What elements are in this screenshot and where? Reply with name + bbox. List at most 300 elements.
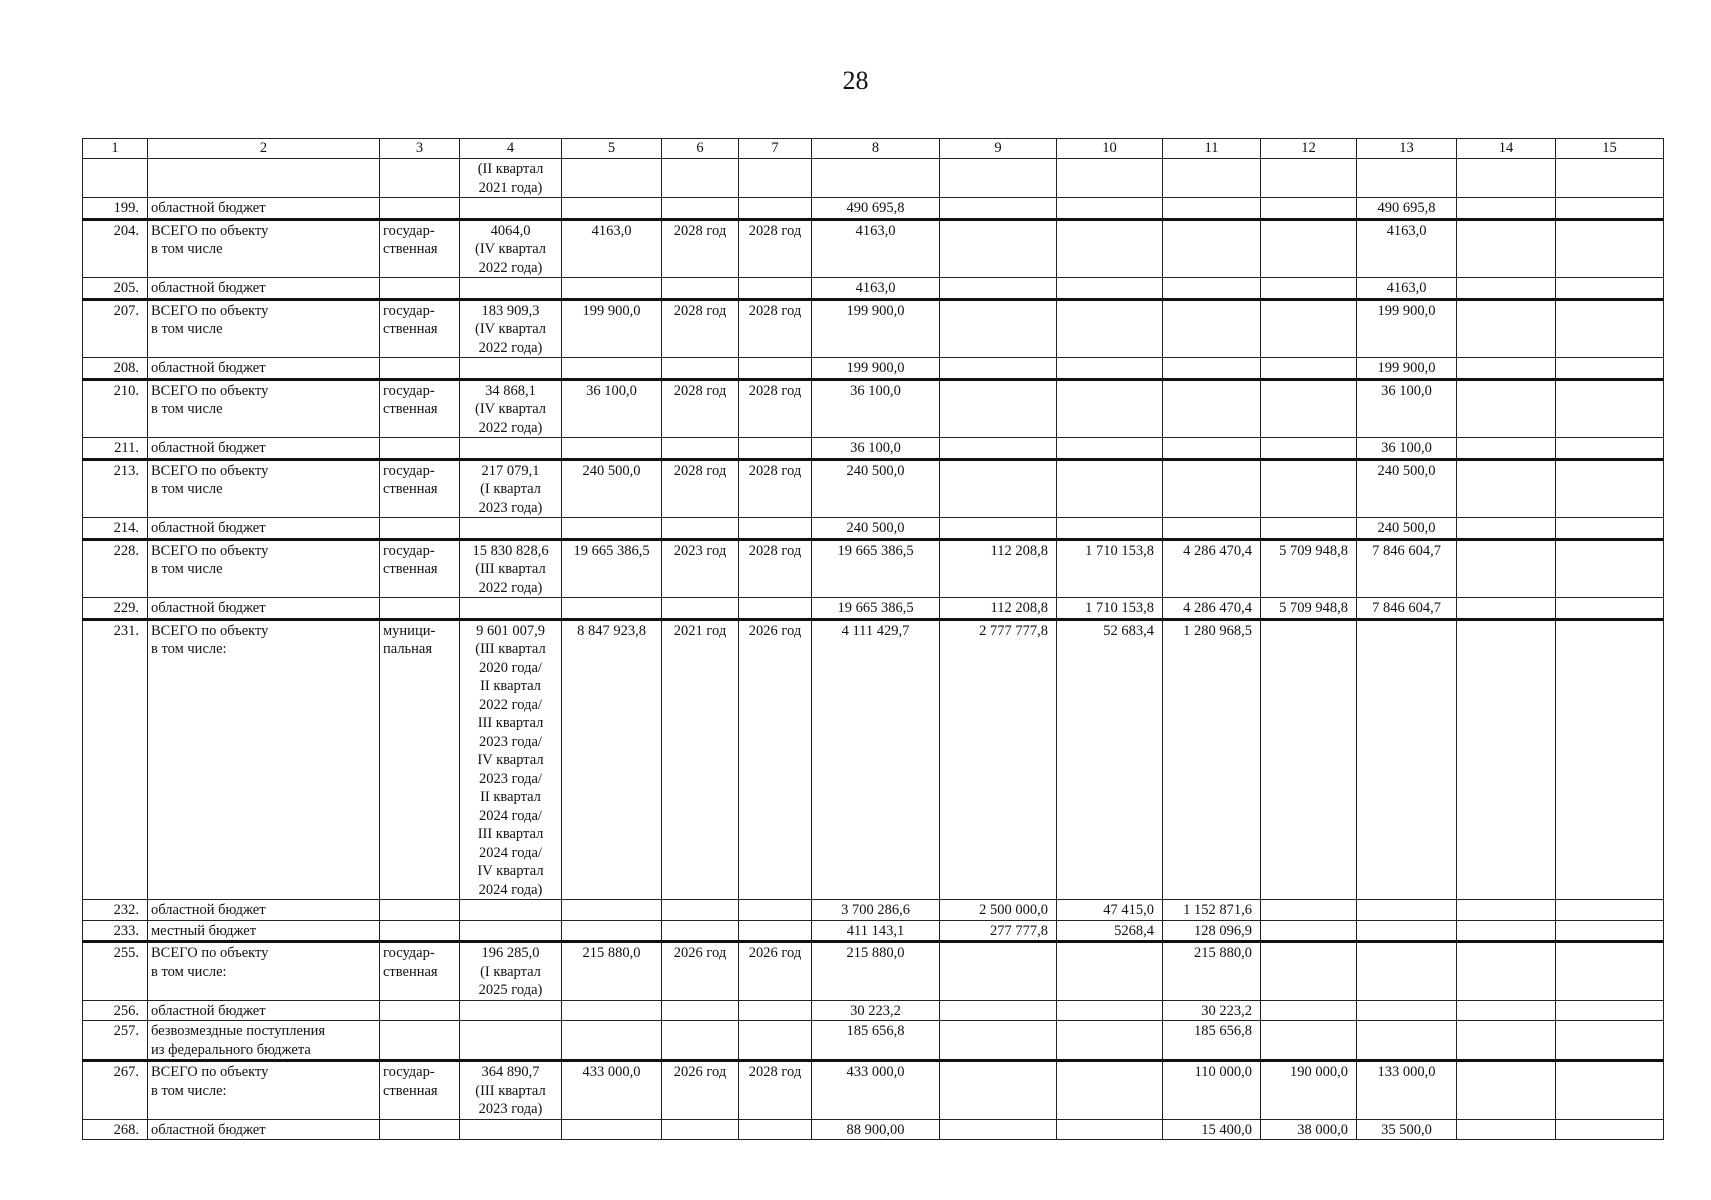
table-cell <box>662 278 739 300</box>
table-cell: ВСЕГО по объекту в том числе: <box>148 619 380 900</box>
table-cell: 433 000,0 <box>562 1061 662 1120</box>
table-cell <box>662 1000 739 1021</box>
table-cell <box>1457 1061 1556 1120</box>
table-cell <box>1163 198 1261 220</box>
table-cell <box>940 1000 1057 1021</box>
table-cell <box>1357 159 1457 198</box>
table-cell <box>1261 619 1357 900</box>
table-cell <box>1163 299 1261 358</box>
table-cell: ВСЕГО по объекту в том числе <box>148 379 380 438</box>
table-cell <box>380 278 460 300</box>
table-cell: областной бюджет <box>148 900 380 921</box>
table-cell <box>1556 159 1664 198</box>
header-cell: 15 <box>1556 139 1664 159</box>
table-cell <box>380 198 460 220</box>
table-cell <box>739 278 812 300</box>
table-cell: 38 000,0 <box>1261 1119 1357 1140</box>
table-row <box>83 900 1664 921</box>
table-cell <box>460 198 562 220</box>
table-cell <box>460 598 562 620</box>
header-cell: 2 <box>148 139 380 159</box>
table-cell <box>940 219 1057 278</box>
table-cell: 35 500,0 <box>1357 1119 1457 1140</box>
table-cell <box>1457 1000 1556 1021</box>
table-cell <box>1457 198 1556 220</box>
table-cell: 5 709 948,8 <box>1261 539 1357 598</box>
table-cell: областной бюджет <box>148 438 380 460</box>
table-cell <box>1457 1021 1556 1061</box>
table-cell: 4163,0 <box>562 219 662 278</box>
table-cell: 4163,0 <box>812 219 940 278</box>
table-cell: 30 223,2 <box>812 1000 940 1021</box>
table-cell <box>1261 459 1357 518</box>
table-cell: 240 500,0 <box>1357 459 1457 518</box>
header-cell: 3 <box>380 139 460 159</box>
table-cell <box>1057 1021 1163 1061</box>
table-cell <box>1457 598 1556 620</box>
row-number-cell: 204. <box>83 219 148 278</box>
table-cell <box>562 198 662 220</box>
table-cell: государ- ственная <box>380 459 460 518</box>
table-cell <box>1261 198 1357 220</box>
table-row <box>83 1000 1664 1021</box>
table-cell <box>1357 1000 1457 1021</box>
table-cell <box>1556 920 1664 942</box>
table-cell: 34 868,1 (IV квартал 2022 года) <box>460 379 562 438</box>
table-cell <box>148 159 380 198</box>
table-cell: областной бюджет <box>148 598 380 620</box>
table-cell <box>739 1119 812 1140</box>
row-number-cell: 214. <box>83 518 148 540</box>
table-cell <box>940 358 1057 380</box>
table-cell <box>1457 358 1556 380</box>
table-cell <box>1261 1021 1357 1061</box>
table-cell: 2028 год <box>662 459 739 518</box>
header-cell: 10 <box>1057 139 1163 159</box>
row-number-cell: 229. <box>83 598 148 620</box>
table-cell: 277 777,8 <box>940 920 1057 942</box>
header-cell: 14 <box>1457 139 1556 159</box>
table-cell <box>1163 358 1261 380</box>
table-cell: областной бюджет <box>148 278 380 300</box>
header-cell: 9 <box>940 139 1057 159</box>
table-cell: 7 846 604,7 <box>1357 598 1457 620</box>
header-cell: 5 <box>562 139 662 159</box>
table-cell <box>1457 539 1556 598</box>
table-cell <box>1163 518 1261 540</box>
table-cell <box>1163 159 1261 198</box>
table-cell <box>1261 299 1357 358</box>
table-cell <box>1057 942 1163 1001</box>
table-cell: 3 700 286,6 <box>812 900 940 921</box>
table-cell <box>562 598 662 620</box>
table-cell <box>739 438 812 460</box>
table-cell: 433 000,0 <box>812 1061 940 1120</box>
table-cell <box>940 459 1057 518</box>
table-cell <box>1556 598 1664 620</box>
table-cell: ВСЕГО по объекту в том числе: <box>148 942 380 1001</box>
table-cell: 2028 год <box>662 299 739 358</box>
table-cell <box>1357 900 1457 921</box>
table-cell <box>1057 1119 1163 1140</box>
table-cell <box>1357 1021 1457 1061</box>
row-number-cell: 233. <box>83 920 148 942</box>
row-number-cell: 232. <box>83 900 148 921</box>
table-cell: 4 111 429,7 <box>812 619 940 900</box>
table-cell <box>380 518 460 540</box>
table-cell: 128 096,9 <box>1163 920 1261 942</box>
table-cell <box>1556 358 1664 380</box>
table-cell <box>1556 1061 1664 1120</box>
table-row <box>83 518 1664 540</box>
table-cell <box>1261 219 1357 278</box>
table-cell: 112 208,8 <box>940 598 1057 620</box>
table-cell <box>1556 900 1664 921</box>
table-cell <box>739 198 812 220</box>
table-cell: ВСЕГО по объекту в том числе <box>148 299 380 358</box>
table-cell <box>662 1021 739 1061</box>
table-cell: государ- ственная <box>380 379 460 438</box>
table-cell <box>940 942 1057 1001</box>
table-cell <box>1457 379 1556 438</box>
table-cell <box>460 1021 562 1061</box>
table-cell: 133 000,0 <box>1357 1061 1457 1120</box>
table-cell: областной бюджет <box>148 198 380 220</box>
table-cell <box>940 198 1057 220</box>
table-cell <box>739 900 812 921</box>
row-number-cell: 208. <box>83 358 148 380</box>
table-row <box>83 1061 1664 1120</box>
table-cell <box>739 1021 812 1061</box>
table-cell <box>940 299 1057 358</box>
table-cell <box>1457 299 1556 358</box>
table-cell: 5268,4 <box>1057 920 1163 942</box>
table-cell <box>460 900 562 921</box>
table-cell <box>1556 438 1664 460</box>
table-cell <box>1556 299 1664 358</box>
table-cell: безвозмездные поступления из федерального бюджета <box>148 1021 380 1061</box>
table-cell <box>1556 198 1664 220</box>
row-number-cell: 211. <box>83 438 148 460</box>
table-cell: ВСЕГО по объекту в том числе <box>148 219 380 278</box>
table-row <box>83 198 1664 220</box>
table-cell <box>662 438 739 460</box>
table-cell <box>662 518 739 540</box>
table-cell <box>940 1061 1057 1120</box>
table-cell <box>562 1119 662 1140</box>
table-cell: 2021 год <box>662 619 739 900</box>
table-row <box>83 278 1664 300</box>
table-cell: 2028 год <box>739 299 812 358</box>
table-row <box>83 379 1664 438</box>
table-cell: ВСЕГО по объекту в том числе: <box>148 1061 380 1120</box>
table-cell: 47 415,0 <box>1057 900 1163 921</box>
table-cell <box>562 438 662 460</box>
table-cell <box>1163 278 1261 300</box>
table-cell <box>1457 459 1556 518</box>
table-cell: 199 900,0 <box>562 299 662 358</box>
table-cell <box>940 159 1057 198</box>
page-number: 28 <box>842 66 869 95</box>
table-body <box>83 139 1664 1140</box>
table-cell <box>662 1119 739 1140</box>
table-cell <box>1163 219 1261 278</box>
table-cell: 1 710 153,8 <box>1057 598 1163 620</box>
table-cell: 183 909,3 (IV квартал 2022 года) <box>460 299 562 358</box>
table-cell: 364 890,7 (III квартал 2023 года) <box>460 1061 562 1120</box>
table-cell: 199 900,0 <box>1357 299 1457 358</box>
table-cell: 8 847 923,8 <box>562 619 662 900</box>
table-cell <box>1261 920 1357 942</box>
row-number-cell: 213. <box>83 459 148 518</box>
table-cell: 4163,0 <box>812 278 940 300</box>
table-cell: государ- ственная <box>380 942 460 1001</box>
table-row <box>83 358 1664 380</box>
table-cell: 196 285,0 (I квартал 2025 года) <box>460 942 562 1001</box>
table-cell: 19 665 386,5 <box>812 539 940 598</box>
table-cell <box>1163 438 1261 460</box>
table-cell: 4 286 470,4 <box>1163 598 1261 620</box>
table-row <box>83 459 1664 518</box>
table-cell <box>739 159 812 198</box>
table-cell <box>380 1021 460 1061</box>
table-cell <box>1556 379 1664 438</box>
budget-table <box>82 138 1664 1140</box>
table-cell <box>1057 1000 1163 1021</box>
table-cell <box>562 358 662 380</box>
table-cell: 215 880,0 <box>1163 942 1261 1001</box>
row-number-cell: 256. <box>83 1000 148 1021</box>
table-cell: 15 830 828,6 (III квартал 2022 года) <box>460 539 562 598</box>
table-cell <box>562 518 662 540</box>
table-cell <box>1556 1021 1664 1061</box>
table-cell <box>940 1021 1057 1061</box>
table-cell <box>662 198 739 220</box>
table-cell: 199 900,0 <box>812 358 940 380</box>
table-cell: 215 880,0 <box>812 942 940 1001</box>
table-cell <box>1261 942 1357 1001</box>
table-cell <box>1261 379 1357 438</box>
table-cell: 36 100,0 <box>812 438 940 460</box>
table-cell: 215 880,0 <box>562 942 662 1001</box>
row-number-cell: 207. <box>83 299 148 358</box>
table-cell: 2028 год <box>739 459 812 518</box>
row-number-cell <box>83 159 148 198</box>
table-cell <box>662 358 739 380</box>
table-cell: 240 500,0 <box>1357 518 1457 540</box>
table-cell <box>380 1000 460 1021</box>
table-row <box>83 159 1664 198</box>
header-cell: 7 <box>739 139 812 159</box>
table-cell: 185 656,8 <box>1163 1021 1261 1061</box>
table-cell: 2028 год <box>739 379 812 438</box>
table-row <box>83 539 1664 598</box>
table-cell: ВСЕГО по объекту в том числе <box>148 539 380 598</box>
table-cell <box>380 159 460 198</box>
table-cell <box>460 920 562 942</box>
table-cell <box>460 518 562 540</box>
table-cell: (II квартал 2021 года) <box>460 159 562 198</box>
table-cell: 112 208,8 <box>940 539 1057 598</box>
table-row <box>83 598 1664 620</box>
table-cell <box>1261 358 1357 380</box>
table-cell <box>1057 219 1163 278</box>
table-cell <box>1357 619 1457 900</box>
table-cell: 19 665 386,5 <box>812 598 940 620</box>
header-cell: 11 <box>1163 139 1261 159</box>
row-number-cell: 255. <box>83 942 148 1001</box>
header-cell: 8 <box>812 139 940 159</box>
table-cell <box>1057 1061 1163 1120</box>
table-row <box>83 219 1664 278</box>
table-cell <box>1457 619 1556 900</box>
table-cell: 2 500 000,0 <box>940 900 1057 921</box>
table-cell: 2028 год <box>739 539 812 598</box>
table-cell: муници- пальная <box>380 619 460 900</box>
table-cell <box>1556 219 1664 278</box>
table-cell: 15 400,0 <box>1163 1119 1261 1140</box>
table-cell: 1 280 968,5 <box>1163 619 1261 900</box>
table-cell: 9 601 007,9 (III квартал 2020 года/ II квартал 2022 года/ III квартал 2023 года/ IV квартал 2023 года/ II квартал 2024 года/ III квартал 2024 года/ IV квартал 2024 года) <box>460 619 562 900</box>
table-cell <box>380 598 460 620</box>
table-cell: 52 683,4 <box>1057 619 1163 900</box>
table-cell: 490 695,8 <box>1357 198 1457 220</box>
row-number-cell: 210. <box>83 379 148 438</box>
table-cell: государ- ственная <box>380 299 460 358</box>
table-cell <box>1556 278 1664 300</box>
table-cell <box>460 1119 562 1140</box>
table-cell: 199 900,0 <box>812 299 940 358</box>
table-cell: 240 500,0 <box>562 459 662 518</box>
table-cell <box>460 1000 562 1021</box>
row-number-cell: 267. <box>83 1061 148 1120</box>
row-number-cell: 199. <box>83 198 148 220</box>
table-cell <box>380 358 460 380</box>
table-cell: 2028 год <box>662 379 739 438</box>
table-cell: ВСЕГО по объекту в том числе <box>148 459 380 518</box>
table-cell <box>380 1119 460 1140</box>
table-cell: 36 100,0 <box>1357 379 1457 438</box>
table-cell <box>940 278 1057 300</box>
table-cell: 2026 год <box>662 942 739 1001</box>
header-cell: 12 <box>1261 139 1357 159</box>
header-cell: 4 <box>460 139 562 159</box>
table-cell <box>1357 920 1457 942</box>
table-cell <box>460 278 562 300</box>
table-cell: 2 777 777,8 <box>940 619 1057 900</box>
table-cell <box>739 358 812 380</box>
table-cell: 4 286 470,4 <box>1163 539 1261 598</box>
table-cell <box>1457 518 1556 540</box>
table-cell <box>812 159 940 198</box>
table-row <box>83 438 1664 460</box>
table-cell <box>1057 379 1163 438</box>
table-cell: 2028 год <box>662 219 739 278</box>
table-cell: 5 709 948,8 <box>1261 598 1357 620</box>
table-cell <box>1261 278 1357 300</box>
table-cell <box>1457 159 1556 198</box>
table-cell: 7 846 604,7 <box>1357 539 1457 598</box>
table-cell: государ- ственная <box>380 539 460 598</box>
row-number-cell: 268. <box>83 1119 148 1140</box>
table-cell <box>1057 438 1163 460</box>
table-cell <box>460 358 562 380</box>
table-cell <box>1057 518 1163 540</box>
table-cell: 190 000,0 <box>1261 1061 1357 1120</box>
table-cell <box>662 159 739 198</box>
table-cell <box>380 920 460 942</box>
table-cell <box>1457 942 1556 1001</box>
table-cell: 1 710 153,8 <box>1057 539 1163 598</box>
header-cell: 6 <box>662 139 739 159</box>
table-cell <box>1057 278 1163 300</box>
table-cell <box>1261 1000 1357 1021</box>
table-cell <box>1163 459 1261 518</box>
table-cell <box>739 920 812 942</box>
table-row <box>83 920 1664 942</box>
table-cell <box>562 1000 662 1021</box>
table-cell <box>1556 942 1664 1001</box>
table-cell <box>940 379 1057 438</box>
table-cell: 19 665 386,5 <box>562 539 662 598</box>
table-row <box>83 1119 1664 1140</box>
table-cell: 2028 год <box>739 219 812 278</box>
table-cell <box>1261 159 1357 198</box>
table-cell <box>562 900 662 921</box>
table-cell <box>1057 358 1163 380</box>
table-row <box>83 619 1664 900</box>
table-cell: 4163,0 <box>1357 278 1457 300</box>
table-cell: областной бюджет <box>148 358 380 380</box>
table-cell: 490 695,8 <box>812 198 940 220</box>
table-cell <box>1457 900 1556 921</box>
table-cell: 185 656,8 <box>812 1021 940 1061</box>
table-cell <box>562 920 662 942</box>
table-cell <box>739 598 812 620</box>
row-number-cell: 228. <box>83 539 148 598</box>
table-cell <box>380 900 460 921</box>
table-cell <box>460 438 562 460</box>
table-cell <box>1556 518 1664 540</box>
table-cell <box>1556 619 1664 900</box>
table-cell: 1 152 871,6 <box>1163 900 1261 921</box>
table-cell: 36 100,0 <box>812 379 940 438</box>
table-cell: 4064,0 (IV квартал 2022 года) <box>460 219 562 278</box>
table-cell: 2026 год <box>662 1061 739 1120</box>
table-cell <box>1457 1119 1556 1140</box>
table-cell: областной бюджет <box>148 1119 380 1140</box>
table-cell <box>940 438 1057 460</box>
table-cell <box>562 159 662 198</box>
table-cell: государ- ственная <box>380 1061 460 1120</box>
table-cell: 110 000,0 <box>1163 1061 1261 1120</box>
row-number-cell: 257. <box>83 1021 148 1061</box>
table-cell: 217 079,1 (I квартал 2023 года) <box>460 459 562 518</box>
table-cell <box>940 518 1057 540</box>
header-cell: 13 <box>1357 139 1457 159</box>
table-cell <box>662 920 739 942</box>
table-cell <box>380 438 460 460</box>
table-cell: 2026 год <box>739 619 812 900</box>
table-cell <box>662 900 739 921</box>
table-cell <box>662 598 739 620</box>
table-cell <box>1261 900 1357 921</box>
table-cell: областной бюджет <box>148 1000 380 1021</box>
table-cell <box>1057 198 1163 220</box>
table-row <box>83 1021 1664 1061</box>
table-cell <box>562 278 662 300</box>
table-cell <box>1457 278 1556 300</box>
